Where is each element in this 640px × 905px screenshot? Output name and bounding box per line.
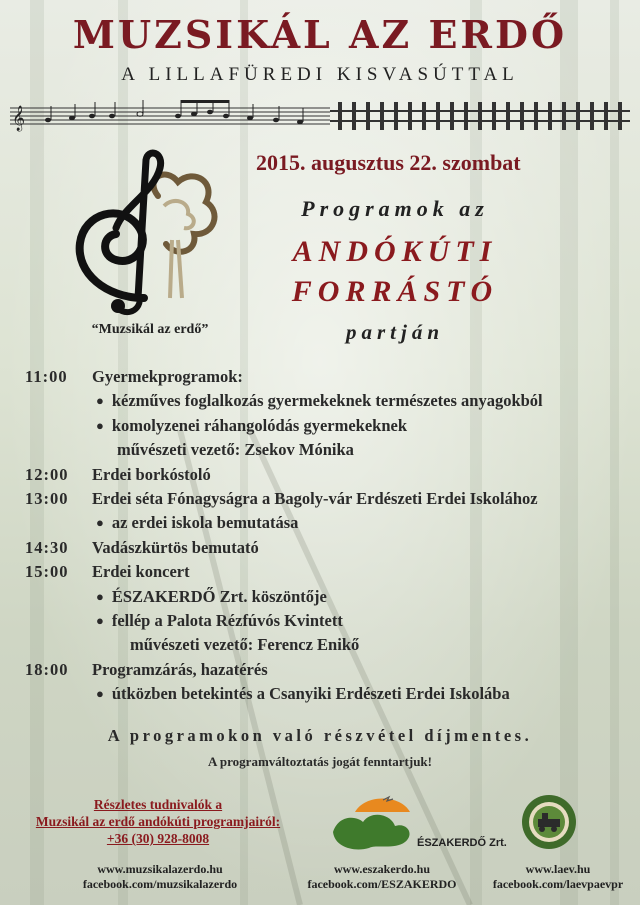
laev-logo-icon: [520, 793, 578, 851]
schedule-time: 13:00: [25, 488, 69, 508]
schedule-text: ● ÉSZAKERDŐ Zrt. köszöntője: [96, 587, 327, 607]
logo-caption: “Muzsikál az erdő”: [91, 322, 209, 337]
footer-web-link[interactable]: www.eszakerdo.hu: [333, 862, 430, 876]
treble-clef-tree-icon: [66, 148, 226, 318]
schedule-row: [0, 513, 640, 537]
schedule-row: [0, 611, 640, 635]
schedule-row: [0, 489, 640, 513]
music-staff-rail-decoration: [10, 98, 630, 134]
schedule-time: 15:00: [25, 562, 69, 582]
footer-muzsikal: [60, 862, 260, 892]
schedule-text: művészeti vezető: Zsekov Mónika: [117, 440, 354, 460]
schedule-text: Erdei koncert: [92, 562, 190, 582]
schedule-list: [0, 367, 640, 708]
footer-web-link[interactable]: www.laev.hu: [525, 862, 591, 876]
schedule-time: 12:00: [25, 464, 69, 484]
footer-laev: [478, 862, 638, 892]
schedule-row: [0, 635, 640, 659]
schedule-text: ● útközben betekintés a Csanyiki Erdészeti Erdei Iskolába: [96, 684, 510, 704]
eszakerdo-logo-icon: [325, 792, 507, 852]
schedule-text: Erdei borkóstoló: [92, 464, 211, 484]
details-contact: [8, 796, 308, 847]
details-line-2: Muzsikál az erdő andókúti programjairól:: [35, 814, 281, 829]
footer-facebook-link[interactable]: facebook.com/muzsikalazerdo: [82, 877, 238, 891]
schedule-time: 14:30: [25, 537, 69, 557]
schedule-row: [0, 660, 640, 684]
event-date: 2015. augusztus 22. szombat: [256, 150, 521, 175]
schedule-row: [0, 587, 640, 611]
schedule-row: [0, 440, 640, 464]
svg-text:𝄞: 𝄞: [12, 106, 26, 131]
schedule-text: ● az erdei iskola bemutatása: [96, 513, 298, 533]
schedule-time: 18:00: [25, 659, 69, 679]
details-phone[interactable]: +36 (30) 928-8008: [106, 831, 210, 846]
page-title: MUZSIKÁL AZ ERDŐ: [72, 12, 568, 57]
schedule-time: 11:00: [25, 367, 68, 386]
program-change-notice: A programváltoztatás jogát fenntartjuk!: [208, 754, 432, 769]
schedule-text: ● fellép a Palota Rézfúvós Kvintett: [96, 611, 343, 631]
schedule-row: [0, 391, 640, 415]
schedule-text: Programzárás, hazatérés: [92, 659, 268, 679]
schedule-text: Gyermekprogramok:: [92, 367, 243, 386]
location-line-2: FORRÁSTÓ: [291, 275, 499, 308]
programs-heading: Programok az: [301, 196, 489, 221]
location-suffix: partján: [345, 320, 445, 344]
schedule-text: művészeti vezető: Ferencz Enikő: [130, 635, 360, 655]
details-line-1: Részletes tudnivalók a: [93, 797, 223, 812]
schedule-row: [0, 538, 640, 562]
schedule-text: Erdei séta Fónagyságra a Bagoly-vár Erdészeti Erdei Iskolához: [92, 488, 538, 508]
schedule-text: Vadászkürtös bemutató: [92, 537, 259, 557]
footer-eszakerdo: [292, 862, 472, 892]
schedule-row: [0, 367, 640, 391]
schedule-row: [0, 465, 640, 489]
schedule-row: [0, 562, 640, 586]
footer-web-link[interactable]: www.muzsikalazerdo.hu: [97, 862, 223, 876]
page-subtitle: A LILLAFÜREDI KISVASÚTTAL: [121, 64, 519, 85]
schedule-text: ● komolyzenei ráhangolódás gyermekeknek: [96, 416, 407, 436]
footer-facebook-link[interactable]: facebook.com/ESZAKERDO: [307, 877, 457, 891]
schedule-text: ● kézműves foglalkozás gyermekeknek természetes anyagokból: [96, 391, 543, 411]
schedule-row: [0, 416, 640, 440]
footer-facebook-link[interactable]: facebook.com/laevpaevpr: [492, 877, 624, 891]
free-admission-notice: A programokon való részvétel díjmentes.: [107, 726, 533, 745]
eszakerdo-name: ÉSZAKERDŐ Zrt.: [417, 837, 507, 849]
location-line-1: ANDÓKÚTI: [292, 235, 498, 268]
schedule-row: [0, 684, 640, 708]
